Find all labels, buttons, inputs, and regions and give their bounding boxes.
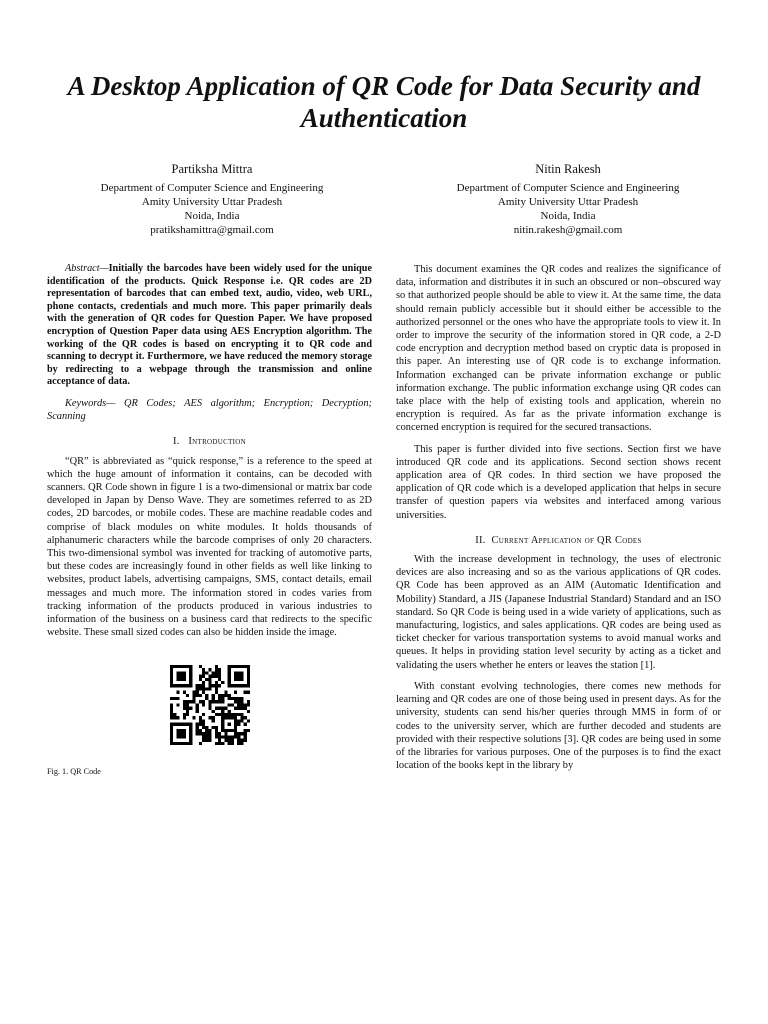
author-city: Noida, India	[184, 210, 240, 222]
author-block-1	[52, 162, 372, 237]
section-heading-2: II. Current Application of QR Codes	[475, 534, 642, 546]
author-email: pratikshamittra@gmail.com	[150, 224, 274, 236]
abstract-label: Abstract—	[65, 263, 109, 274]
author-department: Department of Computer Science and Engineering	[456, 182, 680, 194]
author-email: nitin.rakesh@gmail.com	[513, 224, 623, 236]
paper-title: A Desktop Application of QR Code for Data Security and Authentication	[67, 71, 701, 133]
qr-code-image	[170, 665, 250, 745]
abstract-text: Initially the barcodes have been widely used for the unique identification of the products. Quick Response i.e. QR codes are 2D representation of barcodes that can embed text, audio, video, web URL, phone contacts, credentials and much more. This paper primarily deals with the generation of QR codes for Question Paper. We have proposed encryption of Question Paper data using AES Encryption algorithm. The working of the QR codes is based on encrypting it to QR code and scanning to decrypt it. Furthermore, we have reduced the memory storage by redirecting to a webpage through the transmission and online acceptance of data.	[47, 263, 372, 388]
left-column	[47, 263, 372, 779]
figure-caption: Fig. 1. QR Code	[47, 767, 101, 777]
intro-paragraph: “QR” is abbreviated as “quick response,” is a reference to the speed at which the huge amount of information it contains, can be decoded with scanners. QR Code shown in figure 1 is a two-dimensional or matrix bar code developed in Japan by Denso Wave. They are sometimes referred to as 2D codes, 2D barcodes, or mobile codes. These are machine readable codes and comprise of black modules on white modules. It holds thousands of alphanumeric characters while the barcode comprises of only 20 characters. This two-dimensional symbol was invented for tracking of automotive parts, but these codes are increasingly found in other fields as well like linking to websites, product labels, advertising campaigns, SMS, contact details, email messages and much more. The information stored in codes varies from tracking information of the products produced in various industries to information of the business on a business card that redirects to the specific website. These small sized codes can also be hidden inside the image.	[47, 455, 372, 639]
abstract	[47, 263, 372, 389]
paragraph: This paper is further divided into five sections. Section first we have introduced QR code and its applications. Second section shows recent application area of QR codes. In third section we have proposed the application of QR code which is a developed application that helps in secure transfer of question papers via websites and interfaced among various universities.	[396, 443, 721, 521]
paragraph: This document examines the QR codes and realizes the significance of data, information and distributes it in such an obscured or non–obscured way so that authorized people should be able to view it. At the same time, the data should remain publicly accessible but it should either be accessible to the authorized personnel or the ones who have the appropriate tools to view it. In order to improve the security of the information stored in QR code, a 2-D code encryption and decryption method based on cryptic data is proposed in this paper. An interesting use of QR code is to exchange information. Information exchanged can be private information exchange or public information exchange. The public information exchange using QR codes can take place with the help of existing tools and application, wherein no encryption is required. As far as the private information exchange is concerned encryption is required for the secured transactions.	[396, 264, 721, 434]
right-column	[396, 263, 721, 780]
keywords: Keywords— QR Codes; AES algorithm; Encryption; Decryption; Scanning	[47, 397, 372, 423]
author-name: Nitin Rakesh	[535, 162, 601, 176]
author-name: Partiksha Mittra	[171, 162, 253, 176]
author-university: Amity University Uttar Pradesh	[141, 196, 283, 208]
qr-code-figure	[170, 665, 250, 745]
paragraph: With constant evolving technologies, there comes new methods for learning and QR codes are one of those being used in present days. As for the university, students can send his/her queries through MMS in form of or codes to the university server, which are further decoded and students are provided with their respective solutions [3]. QR codes are being used in some of the libraries for various purposes. One of the purposes is to find the exact location of the books kept in the library by	[396, 680, 721, 772]
author-block-2	[408, 162, 728, 237]
author-city: Noida, India	[540, 210, 596, 222]
section-heading-1: I. Introduction	[173, 436, 246, 448]
author-university: Amity University Uttar Pradesh	[497, 196, 639, 208]
paragraph: With the increase development in technology, the uses of electronic devices are also increasing and so as the various applications of QR codes. QR Code has been approved as an AIM (Automatic Identification and Mobility) Standard, a JIS (Japanese Industrial Standard) Standard and an ISO standard. So QR Code is being used in a wide variety of applications, such as manufacturing, logistics, and sales applications. QR codes are being used as ticket checker for various transportation systems to avoid manual works and queues. It helps in providing station level security by acting as a ticket and validating the users whether he enters or leaves the station [1].	[396, 554, 721, 671]
author-department: Department of Computer Science and Engineering	[100, 182, 324, 194]
